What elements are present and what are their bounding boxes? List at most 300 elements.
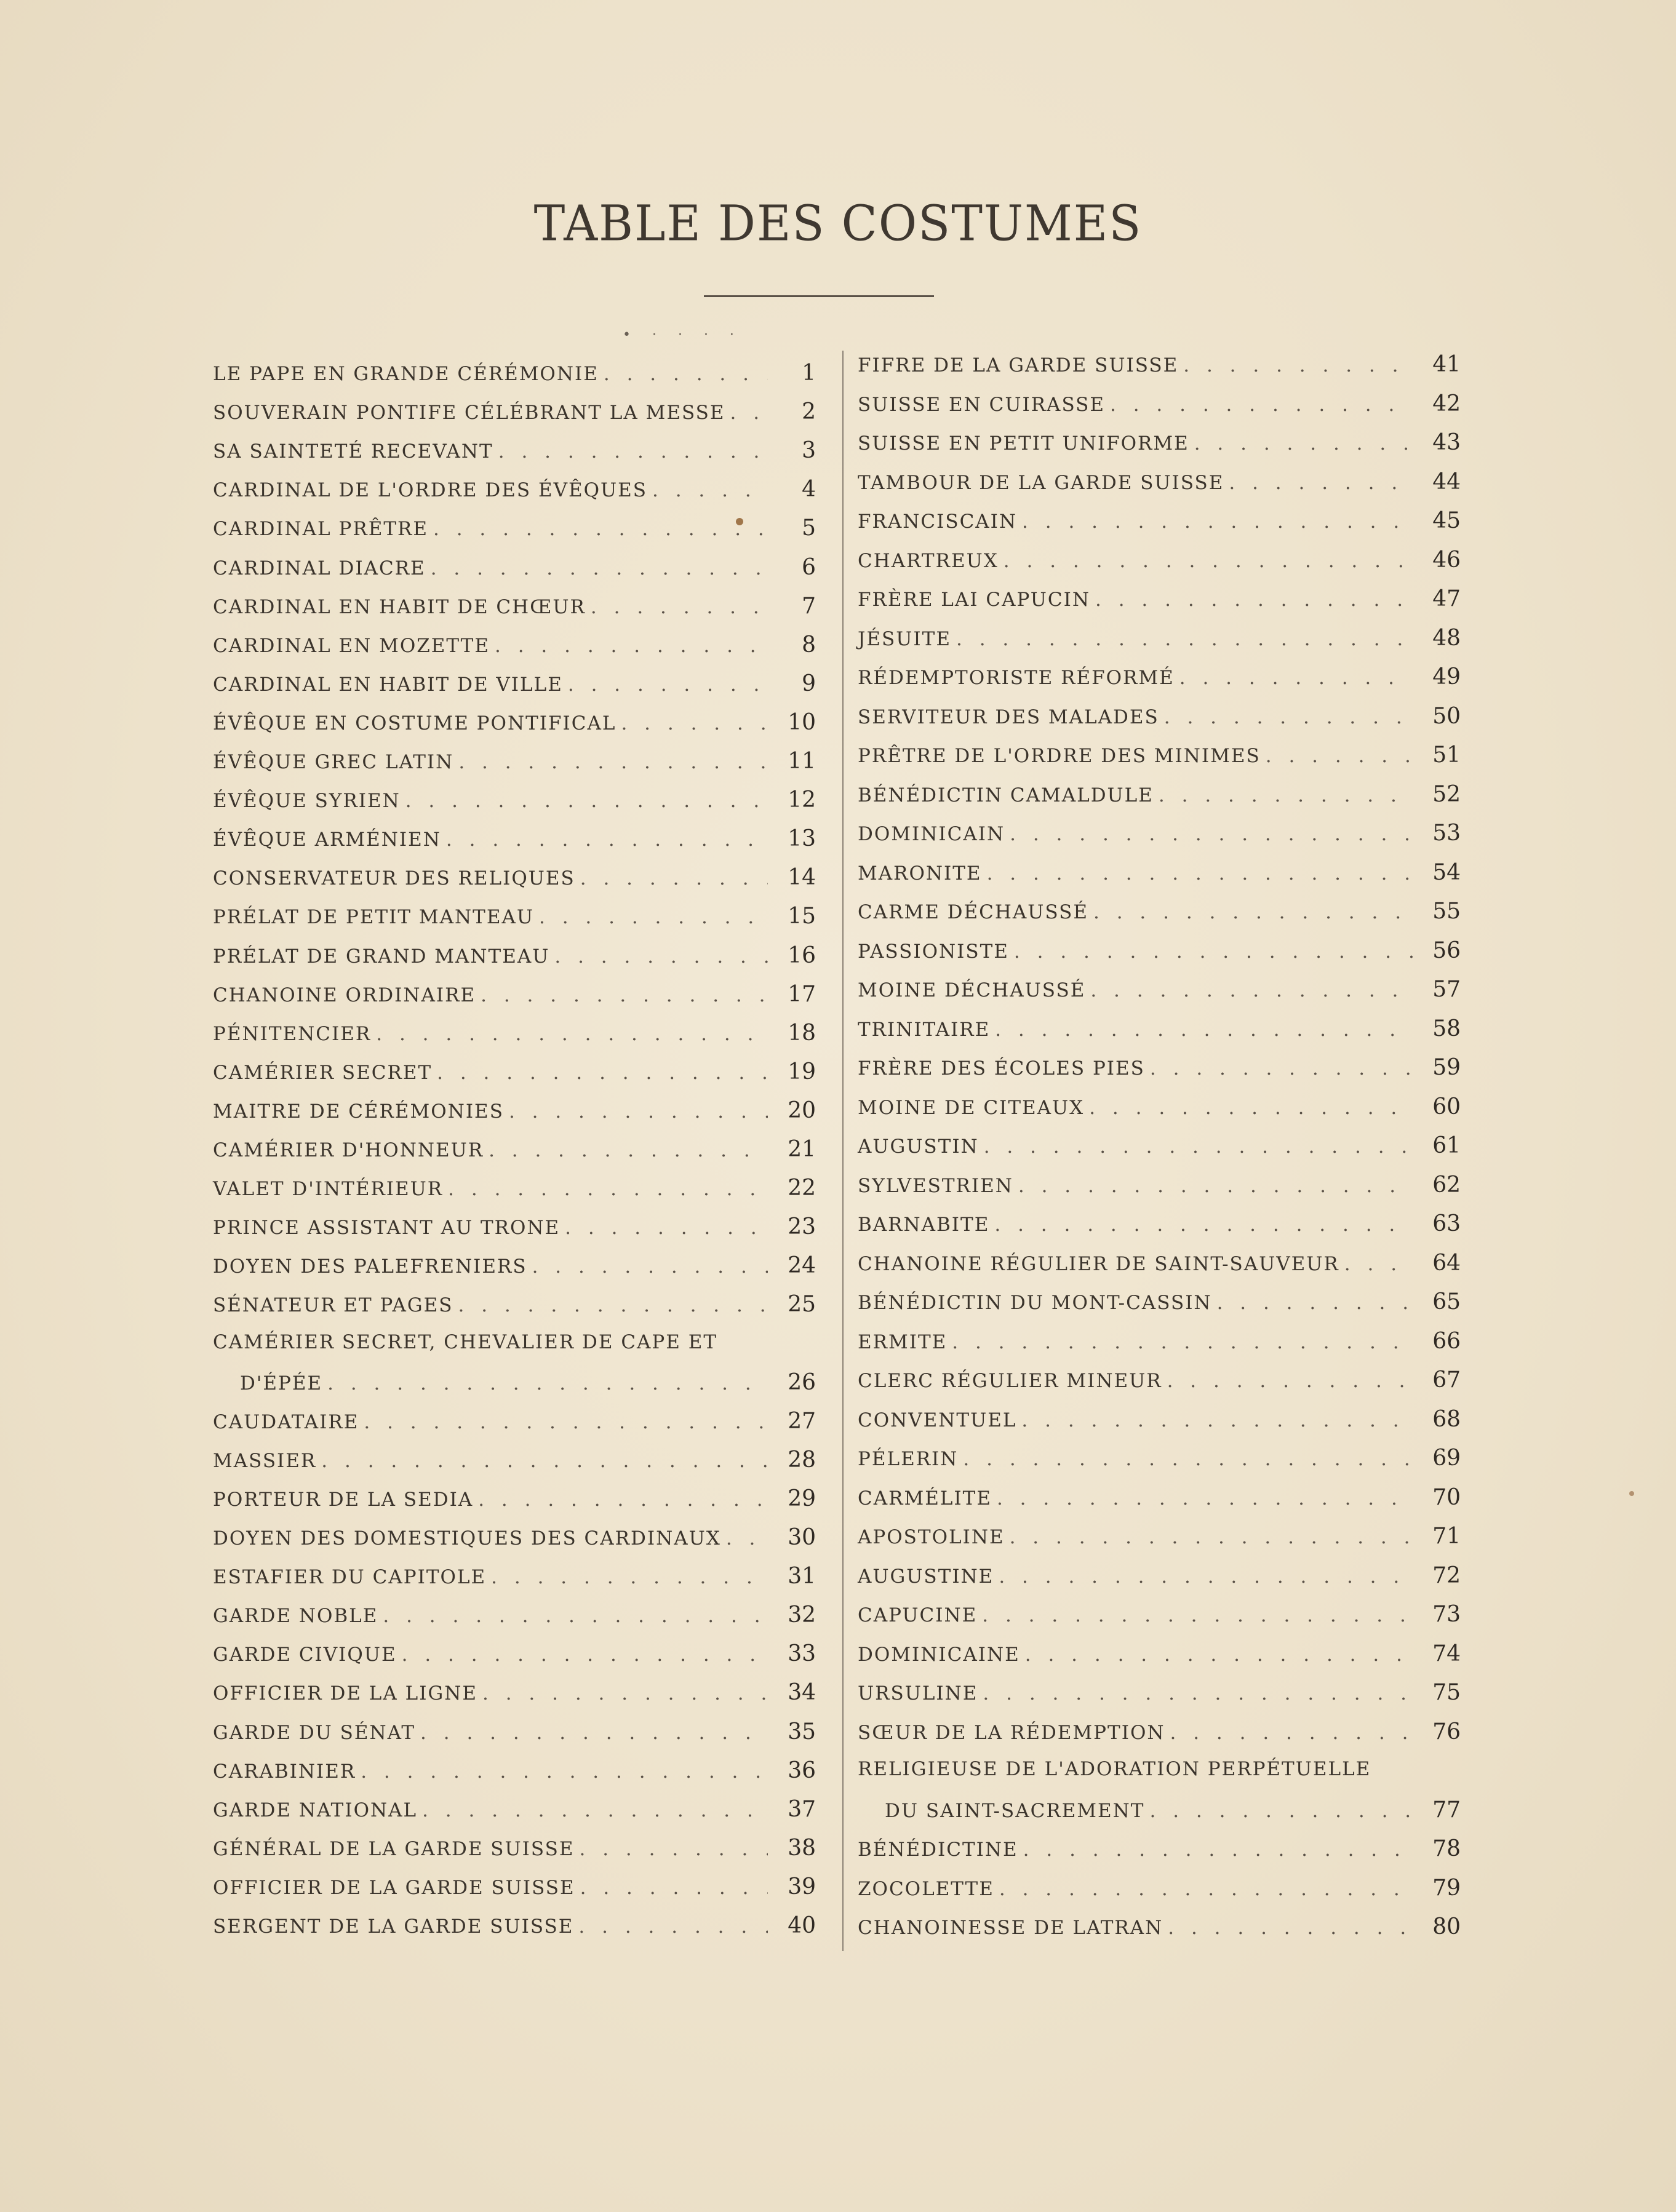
entry-title: PASSIONISTE xyxy=(858,940,1009,963)
dot-leader xyxy=(1145,1057,1413,1080)
dot-leader xyxy=(1013,1175,1413,1197)
dot-leader xyxy=(1159,706,1413,728)
entry-page-number: 34 xyxy=(788,1680,816,1706)
dot-leader xyxy=(994,1878,1413,1900)
ornament-dots: • · · · · xyxy=(623,327,743,343)
dot-leader xyxy=(453,1294,768,1316)
dot-leader xyxy=(616,712,768,734)
entry-page-number: 20 xyxy=(788,1097,816,1123)
entry-title: PORTEUR DE LA SEDIA xyxy=(213,1488,474,1511)
entry-page-number: 8 xyxy=(802,632,816,658)
entry-title: BÉNÉDICTIN DU MONT-CASSIN xyxy=(858,1292,1212,1314)
entry-page-number: 25 xyxy=(788,1292,816,1318)
toc-entry xyxy=(858,860,1461,898)
entry-page-number: 24 xyxy=(788,1253,816,1279)
dot-leader xyxy=(994,1566,1413,1588)
toc-entry xyxy=(858,547,1461,586)
toc-entry xyxy=(858,1251,1461,1289)
toc-entry xyxy=(213,1447,816,1486)
dot-leader xyxy=(1339,1253,1413,1275)
entry-page-number: 72 xyxy=(1432,1562,1461,1588)
entry-title: BARNABITE xyxy=(858,1214,990,1236)
entry-page-number: 61 xyxy=(1432,1133,1461,1158)
dot-leader xyxy=(443,1178,768,1200)
entry-title: FRÈRE DES ÉCOLES PIES xyxy=(858,1057,1145,1080)
dot-leader xyxy=(990,1019,1413,1041)
entry-page-number: 63 xyxy=(1432,1211,1461,1236)
entry-page-number: 67 xyxy=(1432,1367,1461,1393)
dot-leader xyxy=(1163,1917,1413,1939)
dot-leader xyxy=(1261,745,1413,767)
entry-title: DOYEN DES DOMESTIQUES DES CARDINAUX xyxy=(213,1527,721,1550)
entry-page-number: 45 xyxy=(1432,508,1461,533)
entry-title: FIFRE DE LA GARDE SUISSE xyxy=(858,354,1179,376)
entry-title: PRÊTRE DE L'ORDRE DES MINIMES xyxy=(858,745,1261,767)
entry-title: MAITRE DE CÉRÉMONIES xyxy=(213,1100,504,1123)
dot-leader xyxy=(1005,1526,1413,1548)
entry-title: CARDINAL EN HABIT DE VILLE xyxy=(213,673,563,696)
entry-page-number: 49 xyxy=(1432,664,1461,690)
dot-leader xyxy=(415,1722,768,1744)
toc-entry xyxy=(213,710,816,748)
entry-title: BÉNÉDICTIN CAMALDULE xyxy=(858,784,1154,806)
toc-entry xyxy=(213,1409,816,1447)
dot-leader xyxy=(486,1566,768,1588)
entry-title: ÉVÊQUE ARMÉNIEN xyxy=(213,829,441,851)
toc-entry xyxy=(858,1758,1461,1796)
dot-leader xyxy=(586,596,768,618)
dot-leader xyxy=(549,945,768,968)
toc-entry xyxy=(858,1329,1461,1367)
toc-entry xyxy=(213,360,816,399)
dot-leader xyxy=(575,1877,768,1899)
entry-page-number: 27 xyxy=(788,1408,816,1434)
toc-entry xyxy=(858,1836,1461,1874)
entry-page-number: 38 xyxy=(788,1835,816,1861)
toc-entry xyxy=(213,904,816,942)
entry-title: FRANCISCAIN xyxy=(858,511,1018,533)
dot-leader xyxy=(378,1605,768,1627)
entry-title: CAMÉRIER SECRET, CHEVALIER DE CAPE ET xyxy=(213,1331,718,1353)
toc-entry xyxy=(858,1876,1461,1914)
entry-title: CARABINIER xyxy=(213,1760,356,1783)
entry-page-number: 31 xyxy=(788,1564,816,1589)
toc-entry xyxy=(858,1485,1461,1523)
toc-entry xyxy=(858,664,1461,702)
entry-page-number: 53 xyxy=(1432,821,1461,846)
dot-leader xyxy=(1175,667,1413,689)
dot-leader xyxy=(397,1644,768,1666)
entry-title: SERGENT DE LA GARDE SUISSE xyxy=(213,1916,574,1938)
title-rule xyxy=(704,295,934,297)
dot-leader xyxy=(426,557,768,579)
dot-leader xyxy=(359,1411,768,1433)
dot-leader xyxy=(428,518,768,540)
toc-entry xyxy=(858,782,1461,820)
entry-page-number: 43 xyxy=(1432,430,1461,455)
entry-page-number: 65 xyxy=(1432,1289,1461,1315)
entry-page-number: 29 xyxy=(788,1486,816,1511)
column-divider xyxy=(842,351,844,1951)
entry-title: AUGUSTINE xyxy=(858,1565,994,1588)
entry-page-number: 14 xyxy=(788,865,816,891)
entry-title: PÉLERIN xyxy=(858,1448,959,1470)
dot-leader xyxy=(947,1331,1413,1353)
dot-leader xyxy=(356,1760,768,1783)
toc-entry xyxy=(213,1797,816,1835)
entry-title: GÉNÉRAL DE LA GARDE SUISSE xyxy=(213,1837,575,1860)
entry-page-number: 13 xyxy=(788,826,816,852)
entry-title: CARMÉLITE xyxy=(858,1487,992,1510)
toc-entry xyxy=(213,477,816,515)
entry-title: ESTAFIER DU CAPITOLE xyxy=(213,1566,487,1589)
dot-leader xyxy=(1009,941,1413,963)
entry-title: CAUDATAIRE xyxy=(213,1410,359,1433)
entry-title: MOINE DÉCHAUSSÉ xyxy=(858,979,1086,1001)
toc-entry xyxy=(858,1016,1461,1054)
toc-entry xyxy=(858,391,1461,429)
entry-page-number: 70 xyxy=(1432,1484,1461,1510)
dot-leader xyxy=(1020,1644,1413,1666)
entry-title: DU SAINT-SACREMENT xyxy=(885,1799,1145,1822)
toc-entry xyxy=(858,1055,1461,1093)
dot-leader xyxy=(721,1527,768,1550)
dot-leader xyxy=(1085,979,1413,1001)
toc-entry xyxy=(858,1524,1461,1562)
entry-title: OFFICIER DE LA GARDE SUISSE xyxy=(213,1876,575,1899)
entry-page-number: 55 xyxy=(1432,899,1461,924)
entry-page-number: 26 xyxy=(788,1369,816,1395)
dot-leader xyxy=(573,1916,768,1938)
entry-title: RÉDEMPTORISTE RÉFORMÉ xyxy=(858,667,1175,689)
entry-title: AUGUSTIN xyxy=(858,1136,979,1158)
entry-page-number: 7 xyxy=(802,593,816,619)
toc-entry xyxy=(213,1020,816,1059)
entry-title: CHANOINESSE DE LATRAN xyxy=(858,1917,1163,1939)
entry-page-number: 59 xyxy=(1432,1055,1461,1080)
toc-entry xyxy=(213,1137,816,1175)
entry-title: CARDINAL DIACRE xyxy=(213,557,426,579)
entry-page-number: 50 xyxy=(1432,703,1461,729)
toc-entry xyxy=(858,977,1461,1015)
dot-leader xyxy=(599,363,768,385)
toc-entry xyxy=(213,1719,816,1757)
entry-page-number: 74 xyxy=(1432,1641,1461,1666)
entry-page-number: 78 xyxy=(1432,1836,1461,1861)
entry-title: PÉNITENCIER xyxy=(213,1022,372,1045)
entry-title: SERVITEUR DES MALADES xyxy=(858,706,1159,728)
dot-leader xyxy=(453,751,768,773)
dot-leader xyxy=(432,1062,768,1084)
entry-title: DOYEN DES PALEFRENIERS xyxy=(213,1255,527,1278)
dot-leader xyxy=(1165,1722,1413,1744)
entry-title: CARME DÉCHAUSSÉ xyxy=(858,901,1088,923)
toc-entry xyxy=(858,1172,1461,1211)
entry-title: SOUVERAIN PONTIFE CÉLÉBRANT LA MESSE xyxy=(213,402,725,424)
dot-leader xyxy=(493,440,768,463)
entry-page-number: 17 xyxy=(788,981,816,1007)
entry-page-number: 15 xyxy=(788,904,816,929)
entry-title: URSULINE xyxy=(858,1682,978,1705)
dot-leader xyxy=(1018,1839,1413,1861)
dot-leader xyxy=(977,1604,1413,1626)
entry-title: GARDE CIVIQUE xyxy=(213,1644,397,1666)
entry-title: CAMÉRIER D'HONNEUR xyxy=(213,1139,484,1161)
entry-title: CLERC RÉGULIER MINEUR xyxy=(858,1370,1162,1392)
entry-page-number: 2 xyxy=(802,399,816,425)
dot-leader xyxy=(647,479,768,501)
toc-entry xyxy=(213,1836,816,1874)
dot-leader xyxy=(1144,1800,1413,1822)
dot-leader xyxy=(401,790,768,812)
toc-entry xyxy=(858,626,1461,664)
entry-title: ÉVÊQUE EN COSTUME PONTIFICAL xyxy=(213,712,617,734)
toc-entry xyxy=(858,508,1461,546)
toc-entry xyxy=(858,821,1461,859)
dot-leader xyxy=(371,1023,768,1045)
toc-entry xyxy=(213,826,816,864)
toc-entry xyxy=(858,1133,1461,1171)
toc-entry xyxy=(213,399,816,437)
entry-page-number: 41 xyxy=(1432,352,1461,377)
toc-entry xyxy=(213,1874,816,1912)
toc-entry xyxy=(858,469,1461,507)
entry-title: GARDE DU SÉNAT xyxy=(213,1721,416,1744)
toc-entry xyxy=(213,1564,816,1602)
toc-entry xyxy=(213,749,816,787)
entry-title: ÉVÊQUE SYRIEN xyxy=(213,790,401,813)
dot-leader xyxy=(1090,589,1413,611)
toc-entry xyxy=(213,594,816,632)
toc-entry xyxy=(213,438,816,476)
entry-title: DOMINICAINE xyxy=(858,1643,1020,1666)
dot-leader xyxy=(1084,1097,1413,1119)
entry-page-number: 71 xyxy=(1432,1524,1461,1549)
entry-page-number: 42 xyxy=(1432,391,1461,416)
entry-page-number: 66 xyxy=(1432,1328,1461,1354)
entry-page-number: 30 xyxy=(788,1525,816,1550)
toc-entry xyxy=(213,1602,816,1641)
entry-page-number: 6 xyxy=(802,554,816,580)
entry-title: MARONITE xyxy=(858,862,982,885)
entry-title: CARDINAL DE L'ORDRE DES ÉVÊQUES xyxy=(213,479,648,502)
entry-page-number: 57 xyxy=(1432,977,1461,1002)
entry-title: DOMINICAIN xyxy=(858,823,1005,845)
entry-title: PRINCE ASSISTANT AU TRONE xyxy=(213,1217,561,1239)
dot-leader xyxy=(999,550,1413,572)
entry-title: CARDINAL EN HABIT DE CHŒUR xyxy=(213,595,586,618)
dot-leader xyxy=(951,628,1413,650)
entry-title: CONSERVATEUR DES RELIQUES xyxy=(213,867,575,890)
entry-title: RELIGIEUSE DE L'ADORATION PERPÉTUELLE xyxy=(858,1758,1371,1780)
dot-leader xyxy=(477,1682,768,1705)
entry-page-number: 76 xyxy=(1432,1719,1461,1745)
dot-leader xyxy=(1017,511,1413,533)
dot-leader xyxy=(476,984,768,1006)
dot-leader xyxy=(1162,1370,1413,1392)
entry-title: SUISSE EN CUIRASSE xyxy=(858,393,1106,416)
dot-leader xyxy=(534,906,768,928)
entry-title: GARDE NOBLE xyxy=(213,1605,378,1628)
dot-leader xyxy=(1105,394,1413,416)
toc-entry xyxy=(858,430,1461,468)
entry-page-number: 80 xyxy=(1432,1914,1461,1939)
entry-title: TAMBOUR DE LA GARDE SUISSE xyxy=(858,471,1224,494)
entry-page-number: 28 xyxy=(788,1447,816,1473)
entry-page-number: 1 xyxy=(802,360,816,386)
toc-entry xyxy=(858,742,1461,781)
entry-page-number: 47 xyxy=(1432,586,1461,611)
entry-page-number: 12 xyxy=(788,787,816,813)
toc-entry xyxy=(213,1913,816,1951)
entry-page-number: 22 xyxy=(788,1176,816,1201)
toc-entry xyxy=(213,1059,816,1097)
toc-entry xyxy=(213,1176,816,1214)
entry-page-number: 44 xyxy=(1432,469,1461,495)
entry-title: CHARTREUX xyxy=(858,549,999,572)
entry-title: SŒUR DE LA RÉDEMPTION xyxy=(858,1721,1165,1744)
dot-leader xyxy=(563,674,768,696)
dot-leader xyxy=(527,1255,768,1278)
entry-title: CAMÉRIER SECRET xyxy=(213,1061,433,1084)
entry-page-number: 54 xyxy=(1432,859,1461,885)
entry-title: CAPUCINE xyxy=(858,1604,978,1626)
entry-page-number: 60 xyxy=(1432,1094,1461,1120)
entry-page-number: 46 xyxy=(1432,547,1461,573)
dot-leader xyxy=(725,402,768,424)
entry-title: TRINITAIRE xyxy=(858,1018,991,1041)
entry-title: CARDINAL PRÊTRE xyxy=(213,518,428,541)
toc-entry xyxy=(858,1289,1461,1327)
entry-title: LE PAPE EN GRANDE CÉRÉMONIE xyxy=(213,363,599,385)
entry-page-number: 48 xyxy=(1432,625,1461,651)
entry-page-number: 32 xyxy=(788,1602,816,1628)
entry-title: CONVENTUEL xyxy=(858,1409,1017,1431)
entry-page-number: 68 xyxy=(1432,1406,1461,1432)
dot-leader xyxy=(1005,823,1413,845)
toc-entry xyxy=(858,899,1461,937)
toc-entry xyxy=(213,1253,816,1291)
entry-title: APOSTOLINE xyxy=(858,1526,1005,1548)
dot-leader xyxy=(1212,1292,1413,1314)
entry-page-number: 73 xyxy=(1432,1602,1461,1627)
toc-entry xyxy=(858,1563,1461,1601)
dot-leader xyxy=(1016,1409,1413,1431)
dot-leader xyxy=(978,1682,1413,1705)
entry-title: JÉSUITE xyxy=(858,627,951,650)
entry-page-number: 9 xyxy=(802,670,816,696)
entry-page-number: 64 xyxy=(1432,1250,1461,1276)
toc-entry xyxy=(213,1758,816,1796)
entry-page-number: 10 xyxy=(788,709,816,735)
toc-entry xyxy=(213,1370,816,1408)
toc-entry xyxy=(858,1719,1461,1757)
toc-entry xyxy=(858,1407,1461,1445)
entry-page-number: 62 xyxy=(1432,1172,1461,1198)
dot-leader xyxy=(316,1450,768,1472)
toc-entry xyxy=(858,352,1461,390)
entry-page-number: 39 xyxy=(788,1874,816,1900)
entry-title: OFFICIER DE LA LIGNE xyxy=(213,1682,477,1705)
entry-title: ZOCOLETTE xyxy=(858,1877,994,1900)
entry-title: BÉNÉDICTINE xyxy=(858,1839,1018,1861)
toc-entry xyxy=(213,865,816,903)
entry-page-number: 21 xyxy=(788,1137,816,1162)
entry-page-number: 56 xyxy=(1432,937,1461,963)
toc-entry xyxy=(858,1446,1461,1484)
dot-leader xyxy=(473,1489,768,1511)
entry-page-number: 3 xyxy=(802,438,816,464)
entry-page-number: 5 xyxy=(802,515,816,541)
entry-page-number: 11 xyxy=(788,749,816,774)
toc-entry xyxy=(213,1486,816,1524)
dot-leader xyxy=(982,862,1413,885)
dot-leader xyxy=(484,1139,768,1161)
entry-page-number: 40 xyxy=(788,1913,816,1938)
entry-page-number: 35 xyxy=(788,1719,816,1745)
toc-entry xyxy=(858,586,1461,624)
entry-title: ÉVÊQUE GREC LATIN xyxy=(213,751,454,773)
toc-entry xyxy=(213,1641,816,1679)
entry-title: MASSIER xyxy=(213,1449,317,1472)
toc-entry xyxy=(858,1367,1461,1406)
foxing-spot xyxy=(1629,1491,1634,1496)
toc-entry xyxy=(213,1292,816,1330)
toc-entry xyxy=(213,671,816,709)
entry-page-number: 58 xyxy=(1432,1016,1461,1041)
toc-entry xyxy=(213,787,816,826)
toc-entry xyxy=(213,1214,816,1252)
entry-title: CARDINAL EN MOZETTE xyxy=(213,634,490,657)
toc-entry xyxy=(213,1525,816,1563)
entry-page-number: 77 xyxy=(1432,1797,1461,1823)
toc-entry xyxy=(858,704,1461,742)
dot-leader xyxy=(504,1100,768,1123)
toc-entry xyxy=(858,1680,1461,1718)
toc-entry xyxy=(213,1680,816,1718)
dot-leader xyxy=(575,867,768,889)
dot-leader xyxy=(989,1214,1413,1236)
toc-entry xyxy=(858,1797,1461,1836)
toc-entry xyxy=(213,515,816,554)
toc-entry xyxy=(858,1641,1461,1679)
toc-entry xyxy=(858,1914,1461,1952)
dot-leader xyxy=(441,829,768,851)
dot-leader xyxy=(322,1372,768,1394)
dot-leader xyxy=(490,635,768,657)
toc-entry xyxy=(213,555,816,593)
dot-leader xyxy=(574,1838,768,1860)
entry-page-number: 4 xyxy=(802,477,816,503)
entry-title: SA SAINTETÉ RECEVANT xyxy=(213,440,493,463)
dot-leader xyxy=(560,1217,768,1239)
entry-title: CHANOINE ORDINAIRE xyxy=(213,984,476,1006)
toc-entry xyxy=(858,1211,1461,1249)
toc-entry xyxy=(858,938,1461,976)
entry-page-number: 19 xyxy=(788,1059,816,1084)
toc-entry xyxy=(213,1098,816,1136)
entry-page-number: 23 xyxy=(788,1214,816,1240)
entry-page-number: 69 xyxy=(1432,1446,1461,1471)
entry-page-number: 51 xyxy=(1432,742,1461,768)
toc-entry xyxy=(858,1602,1461,1640)
entry-title: SÉNATEUR ET PAGES xyxy=(213,1294,453,1317)
entry-title: FRÈRE LAI CAPUCIN xyxy=(858,589,1091,611)
entry-title: PRÉLAT DE PETIT MANTEAU xyxy=(213,906,534,929)
dot-leader xyxy=(1224,472,1413,494)
entry-page-number: 36 xyxy=(788,1757,816,1783)
entry-page-number: 52 xyxy=(1432,781,1461,807)
